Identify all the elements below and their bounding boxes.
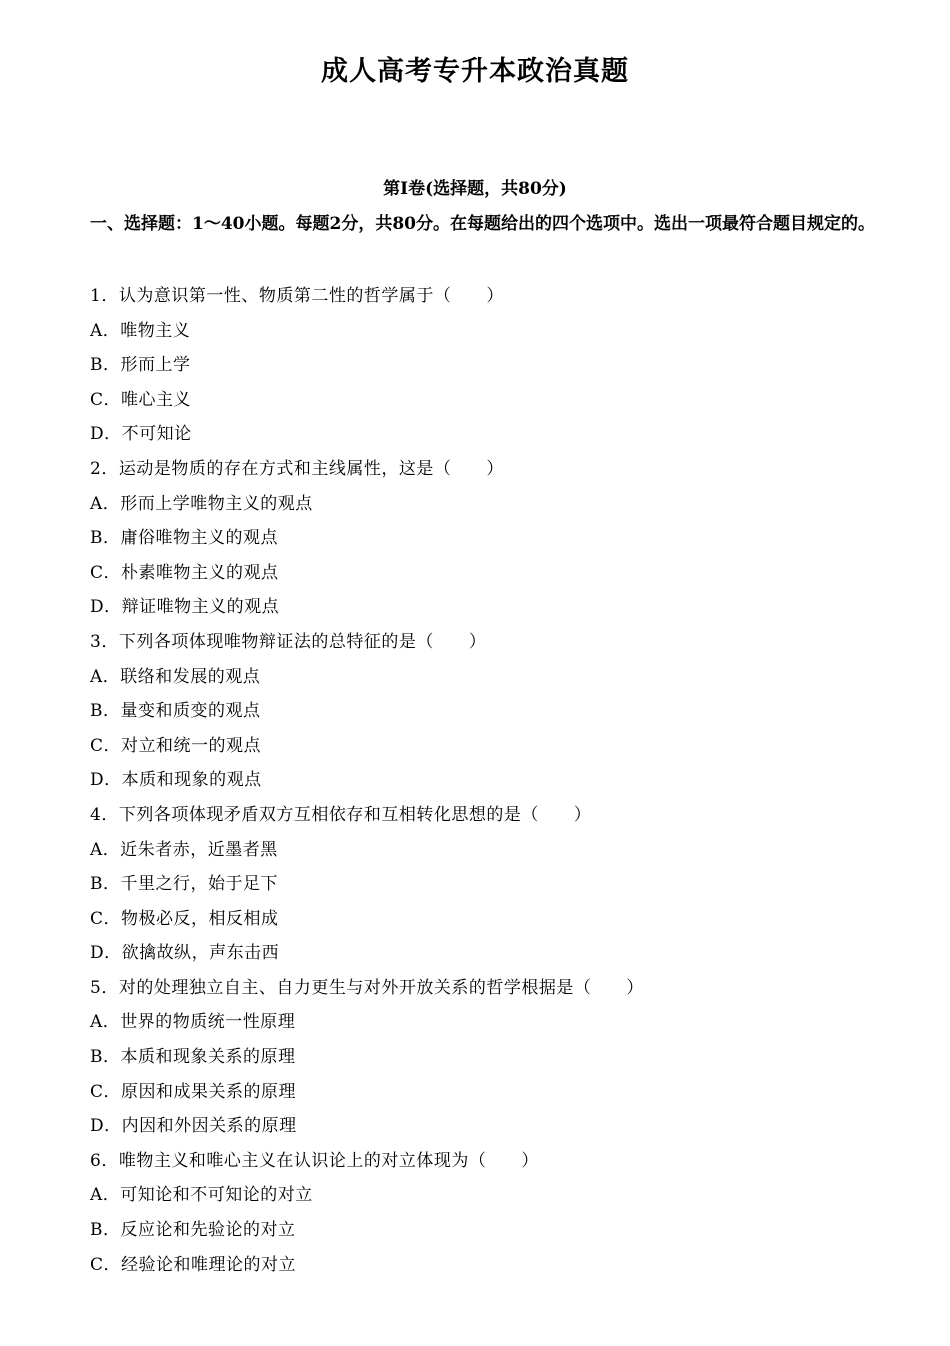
question-list: [90, 279, 908, 1282]
question-4: [90, 798, 908, 971]
answer-option: D．辩证唯物主义的观点: [90, 597, 280, 618]
question-stem: 2．运动是物质的存在方式和主线属性，这是（ ）: [90, 458, 504, 479]
answer-option: C．原因和成果关系的原理: [90, 1081, 297, 1102]
question-stem: 1．认为意识第一性、物质第二性的哲学属于（ ）: [90, 286, 504, 306]
answer-option: C．对立和统一的观点: [90, 735, 262, 756]
question-stem: 3．下列各项体现唯物辩证法的总特征的是（ ）: [90, 631, 487, 652]
answer-option: B．千里之行，始于足下: [90, 874, 278, 895]
document-title: 成人高考专升本政治真题: [321, 56, 629, 87]
question-6: [90, 1144, 908, 1282]
section-instructions: 一、选择题：1～40小题。每题2分，共80分。在每题给出的四个选项中。选出一项最符合题目规定的。: [90, 214, 875, 234]
answer-option: A．形而上学唯物主义的观点: [90, 493, 313, 514]
answer-option: C．经验论和唯理论的对立: [90, 1254, 297, 1275]
answer-option: A．唯物主义: [90, 320, 191, 341]
answer-option: A．近朱者赤，近墨者黑: [90, 839, 278, 860]
answer-option: D．欲擒故纵，声东击西: [90, 943, 280, 964]
answer-option: D．本质和现象的观点: [90, 770, 262, 791]
question-3: [90, 625, 908, 798]
answer-option: B．庸俗唯物主义的观点: [90, 528, 278, 549]
answer-option: A．联络和发展的观点: [90, 666, 261, 687]
question-5: [90, 971, 908, 1144]
question-stem: 5．对的处理独立自主、自力更生与对外开放关系的哲学根据是（ ）: [90, 977, 644, 998]
answer-option: B．反应论和先验论的对立: [90, 1220, 296, 1241]
answer-option: B．形而上学: [90, 355, 191, 376]
question-stem: 6．唯物主义和唯心主义在认识论上的对立体现为（ ）: [90, 1150, 539, 1171]
question-1: [90, 279, 908, 452]
answer-option: D．内因和外因关系的原理: [90, 1116, 297, 1137]
question-stem: 4．下列各项体现矛盾双方互相依存和互相转化思想的是（ ）: [90, 804, 592, 825]
answer-option: B．量变和质变的观点: [90, 701, 261, 722]
answer-option: D．不可知论: [90, 424, 192, 445]
answer-option: A．世界的物质统一性原理: [90, 1012, 296, 1033]
answer-option: A．可知论和不可知论的对立: [90, 1185, 313, 1206]
answer-option: C．朴素唯物主义的观点: [90, 562, 279, 583]
answer-option: C．物极必反，相反相成: [90, 908, 279, 929]
section-title: 第Ⅰ卷(选择题，共80分): [383, 179, 567, 199]
answer-option: B．本质和现象关系的原理: [90, 1047, 296, 1068]
question-2: [90, 452, 908, 625]
answer-option: C．唯心主义: [90, 389, 192, 410]
